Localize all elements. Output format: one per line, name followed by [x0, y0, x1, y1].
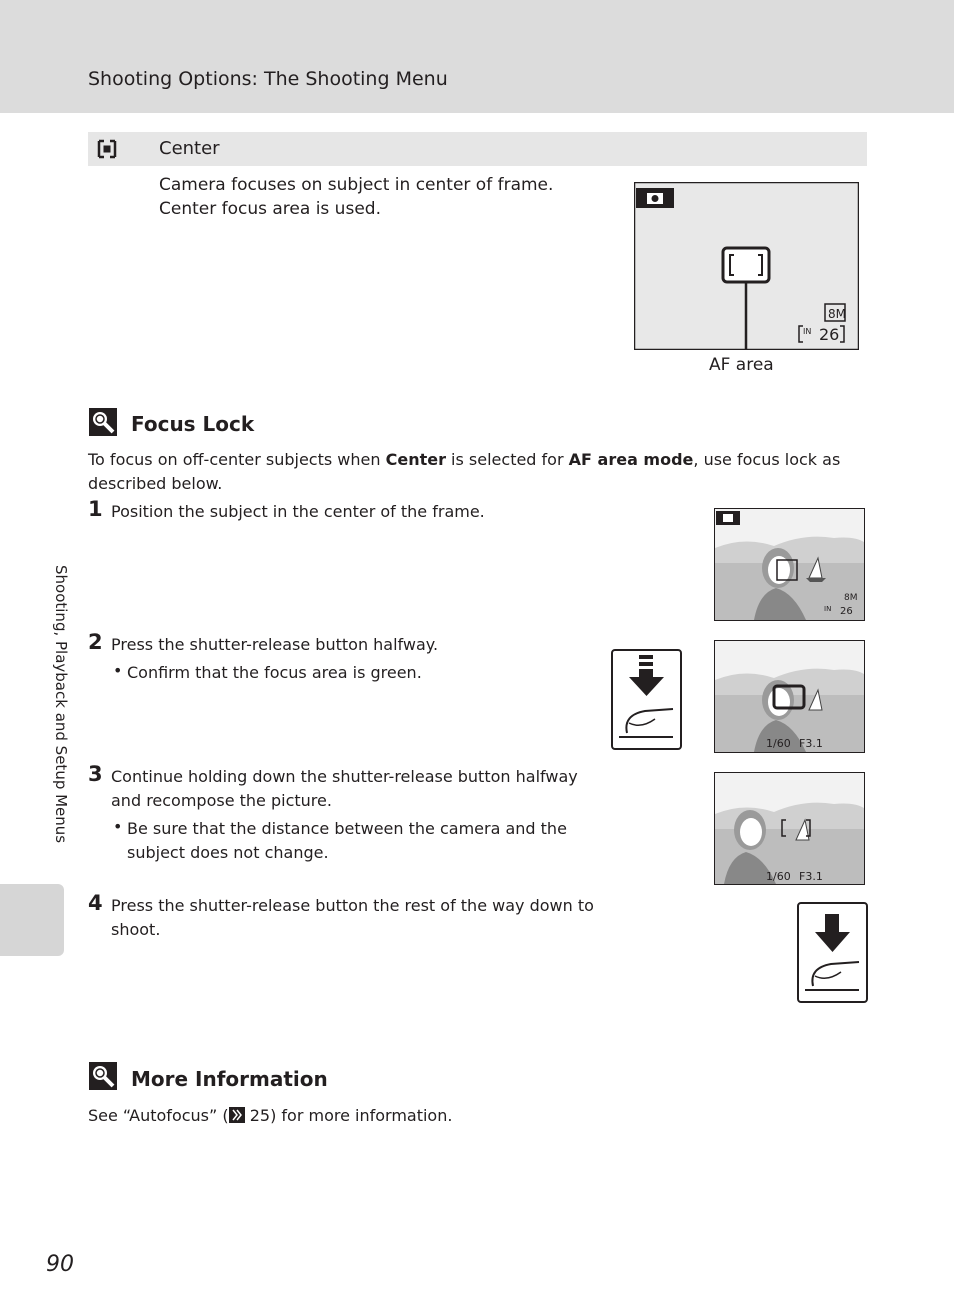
step-number: 3 — [88, 762, 103, 786]
step-text: Position the subject in the center of the frame. — [111, 502, 485, 521]
focus-lock-intro: To focus on off-center subjects when Center is selected for AF area mode, use focus lock as described below. — [88, 450, 841, 493]
photo-step3-recompose — [714, 772, 865, 885]
step-number: 1 — [88, 497, 103, 521]
step-number: 4 — [88, 891, 103, 915]
side-section-tab — [0, 884, 64, 956]
af-area-label: AF area — [709, 355, 774, 375]
focus-lock-title: Focus Lock — [131, 412, 255, 436]
svg-text:IN: IN — [803, 327, 812, 336]
step-text: Press the shutter-release button the rest of the way down to shoot. — [111, 896, 594, 939]
note-magnifier-icon — [89, 408, 117, 436]
svg-text:26: 26 — [819, 325, 840, 344]
page-number: 90 — [46, 1252, 74, 1277]
header-band — [0, 0, 954, 113]
shutter-full-press-icon — [797, 902, 868, 1003]
center-af-icon — [96, 138, 118, 160]
svg-text:IN: IN — [824, 605, 832, 613]
center-description: Camera focuses on subject in center of frame. Center focus area is used. — [159, 175, 554, 219]
shutter-half-press-icon — [611, 649, 682, 750]
more-info-title: More Information — [131, 1067, 328, 1091]
bullet: • — [113, 817, 123, 836]
page-reference-icon — [229, 1107, 245, 1123]
step-text: Press the shutter-release button halfway. — [111, 635, 439, 654]
svg-text:1/60: 1/60 — [766, 870, 791, 883]
lcd-screen-illustration — [634, 182, 859, 350]
svg-text:F3.1: F3.1 — [799, 737, 823, 750]
svg-text:F3.1: F3.1 — [799, 870, 823, 883]
svg-text:8M: 8M — [844, 593, 858, 603]
bullet-text: Be sure that the distance between the camera and the subject does not change. — [127, 819, 567, 862]
svg-text:1/60: 1/60 — [766, 737, 791, 750]
svg-text:26: 26 — [840, 606, 853, 617]
header-title: Shooting Options: The Shooting Menu — [88, 68, 448, 90]
step-number: 2 — [88, 630, 103, 654]
camera-mode-icon — [636, 188, 674, 208]
image-size-icon — [825, 304, 846, 321]
note-magnifier-icon — [89, 1062, 117, 1090]
option-label-center: Center — [159, 138, 220, 159]
photo-step1-framing — [714, 508, 865, 621]
svg-text:8M: 8M — [828, 307, 846, 321]
bullet-text: Confirm that the focus area is green. — [127, 663, 422, 682]
photo-step2-focus — [714, 640, 865, 753]
side-section-label: Shooting, Playback and Setup Menus — [52, 565, 70, 844]
step-text: Continue holding down the shutter-release button halfway and recompose the picture. — [111, 767, 578, 810]
bullet: • — [113, 661, 123, 680]
more-info-text: See “Autofocus” ( 25) for more information. — [88, 1106, 453, 1125]
